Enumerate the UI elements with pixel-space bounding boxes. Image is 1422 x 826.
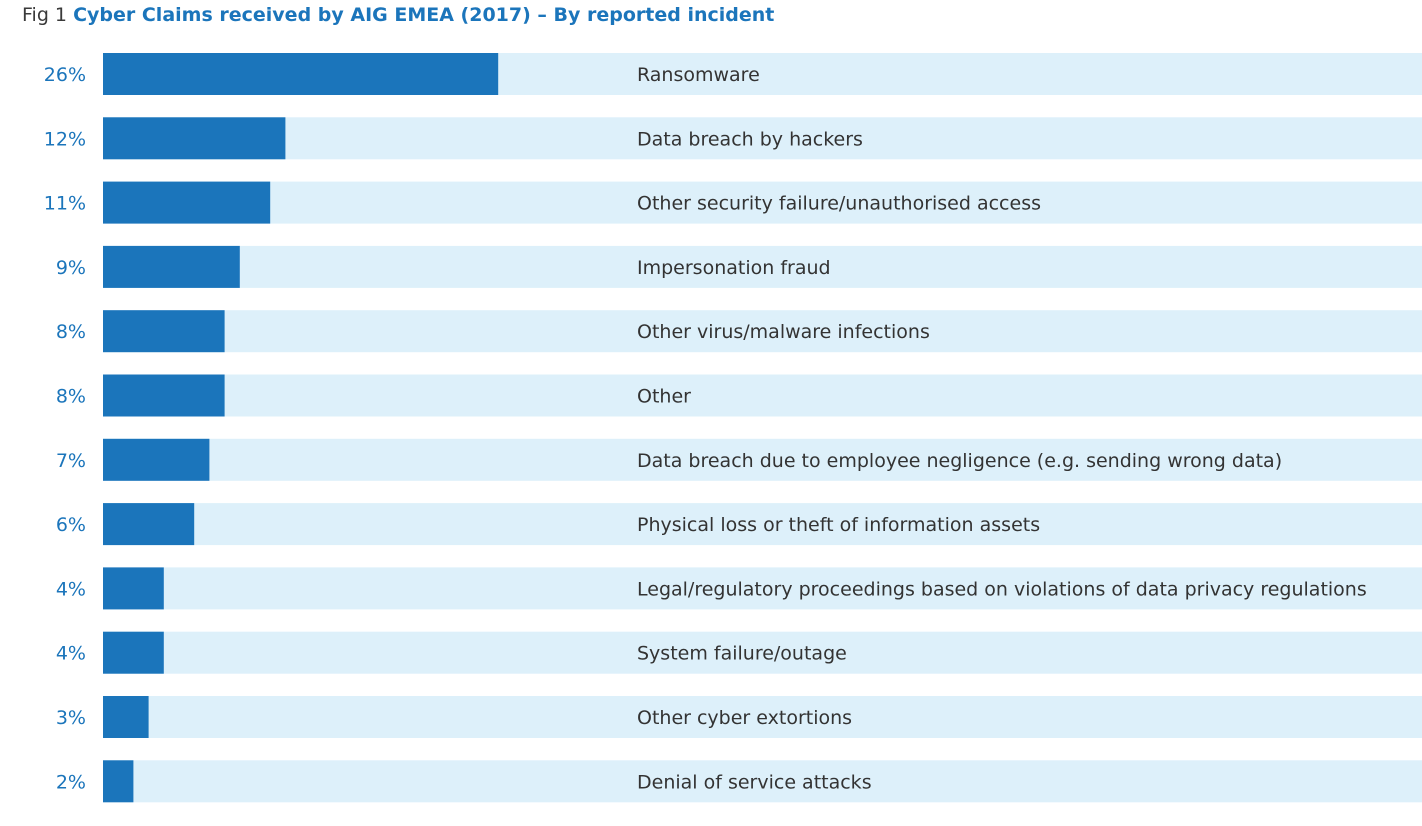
bar	[103, 182, 270, 224]
value-label: 8%	[55, 321, 86, 344]
figure-number: Fig 1	[22, 4, 68, 26]
category-label: Legal/regulatory proceedings based on violations of data privacy regulations	[637, 578, 1367, 601]
bar-row	[56, 760, 1422, 802]
category-label: Ransomware	[637, 64, 760, 86]
value-label: 8%	[55, 385, 86, 408]
bar	[103, 439, 209, 481]
category-label: Other virus/malware infections	[637, 321, 930, 344]
bar-row	[56, 439, 1422, 481]
bar	[103, 375, 225, 417]
bar	[103, 310, 225, 352]
bar	[103, 117, 285, 159]
bar-row	[56, 696, 1422, 738]
value-label: 4%	[55, 578, 86, 601]
bar-row	[44, 117, 1422, 159]
value-label: 7%	[55, 449, 86, 472]
bar-row	[56, 310, 1422, 352]
bar	[103, 760, 133, 802]
category-label: Impersonation fraud	[637, 256, 831, 279]
bar	[103, 53, 498, 95]
bar	[103, 632, 164, 674]
bar-row	[56, 375, 1422, 417]
category-label: Data breach due to employee negligence (e.g. sending wrong data)	[637, 449, 1283, 472]
value-label: 12%	[43, 128, 86, 151]
category-label: Other	[637, 385, 691, 408]
category-label: Other cyber extortions	[637, 707, 853, 729]
value-label: 9%	[55, 256, 86, 279]
category-label: Other security failure/unauthorised access	[637, 192, 1041, 215]
value-label: 4%	[55, 642, 86, 665]
value-label: 11%	[43, 192, 86, 215]
value-label: 3%	[55, 707, 86, 729]
bar-track	[103, 375, 1422, 417]
value-label: 6%	[55, 514, 86, 537]
bar	[103, 503, 194, 545]
figure-title: Cyber Claims received by AIG EMEA (2017) – By reported incident	[73, 4, 775, 26]
bar	[103, 246, 240, 288]
category-label: System failure/outage	[637, 642, 847, 665]
bar	[103, 567, 164, 609]
bar-row	[56, 632, 1422, 674]
bar-row	[56, 246, 1422, 288]
bar-row	[56, 567, 1422, 609]
value-label: 26%	[43, 64, 86, 86]
value-label: 2%	[55, 771, 86, 794]
bar	[103, 696, 149, 738]
category-label: Data breach by hackers	[637, 128, 863, 151]
bar-row	[44, 182, 1422, 224]
category-label: Physical loss or theft of information assets	[637, 514, 1041, 537]
category-label: Denial of service attacks	[637, 771, 872, 794]
bar-row	[44, 53, 1422, 95]
bar-row	[56, 503, 1422, 545]
